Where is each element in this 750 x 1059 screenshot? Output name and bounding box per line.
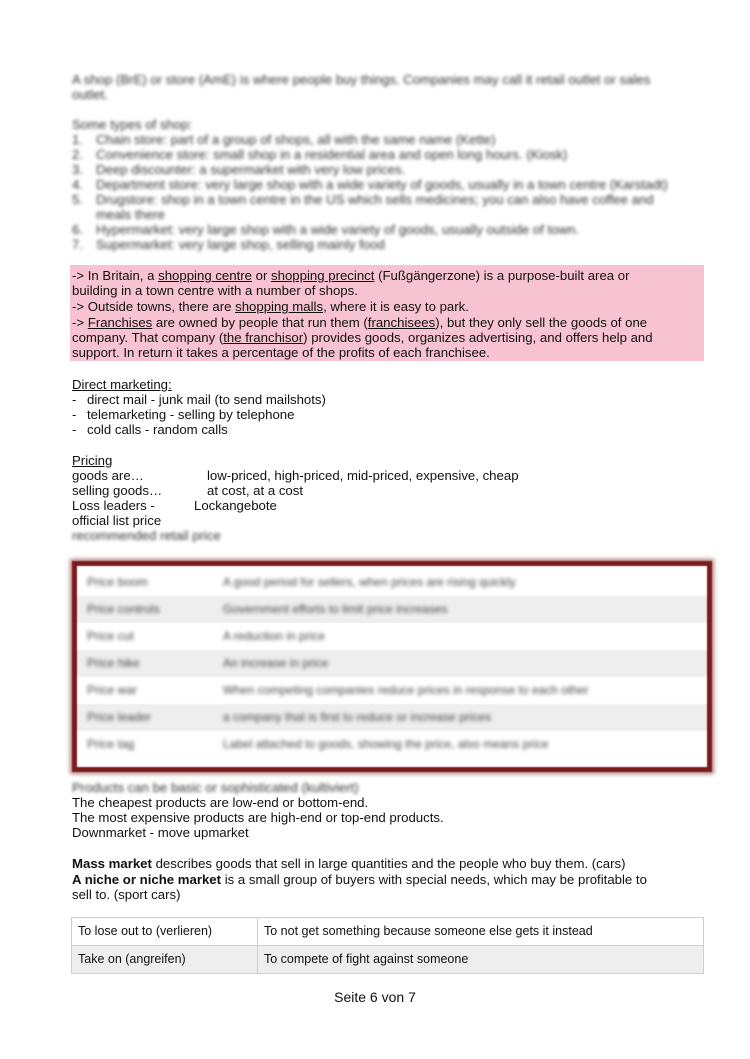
highlight-line-5: company. That company (the franchisor) provides goods, organizes advertising, and offers help and [72, 330, 653, 345]
list-item: 1. Chain store: part of a group of shops, all with the same name (Kette) [72, 132, 496, 147]
list-item: 6. Hypermarket: very large shop with a wide variety of goods, usually outside of town. [72, 222, 580, 237]
table-row: Price cut A reduction in price [87, 629, 326, 643]
vocabulary-table [71, 917, 704, 974]
pricing-row: recommended retail price [72, 528, 221, 543]
list-item: 4. Department store: very large shop with a wide variety of goods, usually in a town centre (Karstadt) [72, 177, 668, 192]
niche-market-line-2: sell to. (sport cars) [72, 887, 181, 902]
direct-marketing-heading: Direct marketing: [72, 377, 172, 392]
list-item: 2. Convenience store: small shop in a residential area and open long hours. (Kiosk) [72, 147, 568, 162]
list-item: 3. Deep discounter: a supermarket with very low prices. [72, 162, 406, 177]
intro-line-2: outlet. [72, 87, 108, 102]
products-line-4: Downmarket - move upmarket [72, 825, 249, 840]
products-line-3: The most expensive products are high-end or top-end products. [72, 810, 444, 825]
highlight-block [70, 265, 704, 361]
mass-market-line: Mass market describes goods that sell in large quantities and the people who buy them. (cars) [72, 856, 626, 871]
table-row: Price war When competing companies reduce prices in response to each other [87, 683, 589, 697]
table-row [72, 946, 704, 974]
table-cell-definition: To compete of fight against someone [258, 946, 704, 974]
pricing-row: official list price [72, 513, 162, 528]
table-row: Price controls Government efforts to limit price increases [77, 596, 707, 623]
table-row: Price boom A good period for sellers, when prices are rising quickly [87, 575, 516, 589]
page-number: Seite 6 von 7 [334, 989, 416, 1005]
highlight-line-2: building in a town centre with a number of shops. [72, 283, 358, 298]
pricing-row: goods are… low-priced, high-priced, mid-priced, expensive, cheap [72, 468, 519, 483]
highlight-line-4: -> Franchises are owned by people that run them (franchisees), but they only sell the goods of one [72, 315, 648, 330]
list-item: 5. Drugstore: shop in a town centre in the US which sells medicines; you can also have coffee and [72, 192, 654, 207]
pricing-row: Loss leaders - Lockangebote [72, 498, 277, 513]
pricing-heading: Pricing [72, 453, 113, 468]
list-item: - cold calls - random calls [72, 422, 228, 437]
products-line-2: The cheapest products are low-end or bottom-end. [72, 795, 369, 810]
list-item: meals there [96, 207, 165, 222]
shopping-centre-term: shopping centre [158, 268, 252, 283]
table-cell-definition: To not get something because someone else gets it instead [258, 918, 704, 946]
table-row: Price leader a company that is first to reduce or increase prices [77, 704, 707, 731]
highlight-line-1: -> In Britain, a shopping centre or shopping precinct (Fußgängerzone) is a purpose-built area or [72, 268, 630, 283]
table-row: Price tag Label attached to goods, showing the price, also means price [87, 737, 549, 751]
list-item: - direct mail - junk mail (to send mailshots) [72, 392, 326, 407]
niche-market-line: A niche or niche market is a small group of buyers with special needs, which may be profitable to [72, 872, 647, 887]
highlight-line-3: -> Outside towns, there are shopping malls, where it is easy to park. [72, 299, 469, 314]
franchises-term: Franchises [87, 315, 153, 330]
table-row: Price hike An increase in price [77, 650, 707, 677]
list-item: 7. Supermarket: very large shop, selling mainly food [72, 237, 385, 252]
table-cell-term: Take on (angreifen) [72, 946, 258, 974]
list-item: - telemarketing - selling by telephone [72, 407, 295, 422]
table-row [72, 918, 704, 946]
table-cell-term: To lose out to (verlieren) [72, 918, 258, 946]
shop-types-heading: Some types of shop: [72, 117, 193, 132]
franchisor-term: the franchisor [223, 330, 304, 345]
shopping-precinct-term: shopping precinct [271, 268, 375, 283]
products-line-1: Products can be basic or sophisticated (kultiviert) [72, 780, 359, 795]
shop-types-list [72, 132, 668, 252]
pricing-row: selling goods… at cost, at a cost [72, 483, 304, 498]
shopping-malls-term: shopping malls [235, 299, 324, 314]
franchisees-term: franchisees [367, 315, 436, 330]
price-terms-table [72, 561, 712, 772]
intro-line-1: A shop (BrE) or store (AmE) is where people buy things. Companies may call it retail outlet or sales [72, 72, 651, 87]
highlight-line-6: support. In return it takes a percentage of the profits of each franchisee. [72, 345, 490, 360]
